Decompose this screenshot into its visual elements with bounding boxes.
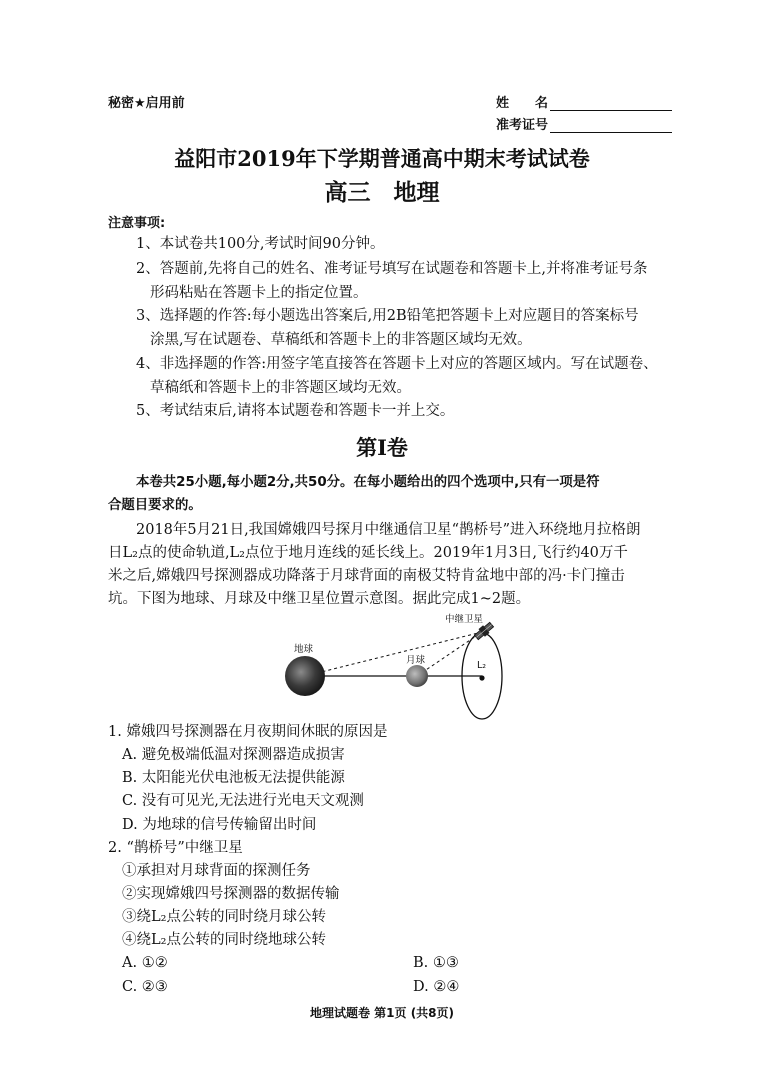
question-2-stem: 2. “鹊桥号”中继卫星	[108, 840, 243, 856]
section-intro-line: 合题目要求的。	[108, 498, 202, 513]
passage-line: 2018年5月21日,我国嫦娥四号探月中继通信卫星“鹊桥号”进入环绕地月拉格朗	[136, 522, 641, 538]
notice-item: 草稿纸和答题卡上的非答题区域均无效。	[150, 380, 411, 396]
name-label: 姓 名	[496, 96, 549, 111]
notice-item: 涂黑,写在试题卷、草稿纸和答题卡上的非答题区域均无效。	[150, 332, 532, 348]
exam-subtitle: 高三 地理	[324, 180, 440, 206]
notice-item: 1、本试卷共100分,考试时间90分钟。	[136, 236, 385, 252]
secrecy-label: 秘密★启用前	[108, 96, 185, 111]
notice-item: 5、考试结束后,请将本试题卷和答题卡一并上交。	[136, 403, 455, 419]
name-blank	[550, 95, 672, 111]
earth-label: 地球	[294, 644, 314, 655]
exam-title: 益阳市2019年下学期普通高中期末考试试卷	[174, 146, 590, 171]
l2-point-marker	[479, 675, 484, 680]
question-2-statement: ①承担对月球背面的探测任务	[122, 863, 311, 879]
question-2-statement: ②实现嫦娥四号探测器的数据传输	[122, 886, 340, 902]
question-1-option-c: C. 没有可见光,无法进行光电天文观测	[122, 793, 364, 809]
moon-label: 月球	[406, 655, 426, 666]
section-title: 第Ⅰ卷	[356, 435, 408, 460]
question-2-option-c: C. ②③	[122, 979, 168, 995]
question-2-statement: ③绕L₂点公转的同时绕月球公转	[122, 909, 326, 925]
earth-moon-satellite-diagram	[260, 606, 530, 722]
moon-icon	[406, 665, 428, 687]
question-2-option-a: A. ①②	[122, 955, 168, 971]
section-intro-line: 本卷共25小题,每小题2分,共50分。在每小题给出的四个选项中,只有一项是符	[136, 475, 600, 490]
l2-label: L₂	[477, 660, 487, 671]
passage-line: 日L₂点的使命轨道,L₂点位于地月连线的延长线上。2019年1月3日,飞行约40万千	[108, 545, 628, 561]
question-2-option-b: B. ①③	[413, 955, 459, 971]
question-1-stem: 1. 嫦娥四号探测器在月夜期间休眠的原因是	[108, 724, 388, 740]
passage-line: 米之后,嫦娥四号探测器成功降落于月球背面的南极艾特肯盆地中部的冯·卡门撞击	[108, 568, 625, 584]
page-footer: 地理试题卷 第1页 (共8页)	[309, 1006, 455, 1020]
notice-item: 形码粘贴在答题卡上的指定位置。	[150, 285, 368, 301]
ticket-blank	[550, 117, 672, 133]
notice-item: 2、答题前,先将自己的姓名、准考证号填写在试题卷和答题卡上,并将准考证号条	[136, 261, 648, 277]
name-field	[496, 92, 672, 111]
ticket-field	[496, 114, 672, 133]
satellite-label: 中继卫星	[445, 614, 484, 625]
question-1-option-b: B. 太阳能光伏电池板无法提供能源	[122, 770, 345, 786]
earth-icon	[285, 656, 325, 696]
question-2-statement: ④绕L₂点公转的同时绕地球公转	[122, 932, 326, 948]
question-1-option-a: A. 避免极端低温对探测器造成损害	[122, 747, 345, 763]
question-1-option-d: D. 为地球的信号传输留出时间	[122, 817, 317, 833]
notice-item: 4、非选择题的作答:用签字笔直接答在答题卡上对应的答题区域内。写在试题卷、	[136, 356, 658, 372]
passage-line: 坑。下图为地球、月球及中继卫星位置示意图。据此完成1~2题。	[108, 591, 531, 607]
notice-heading: 注意事项:	[108, 216, 166, 231]
earth-satellite-dashed-line	[305, 632, 482, 676]
ticket-label: 准考证号	[496, 118, 549, 133]
notice-item: 3、选择题的作答:每小题选出答案后,用2B铅笔把答题卡上对应题目的答案标号	[136, 308, 639, 324]
question-2-option-d: D. ②④	[413, 979, 460, 995]
